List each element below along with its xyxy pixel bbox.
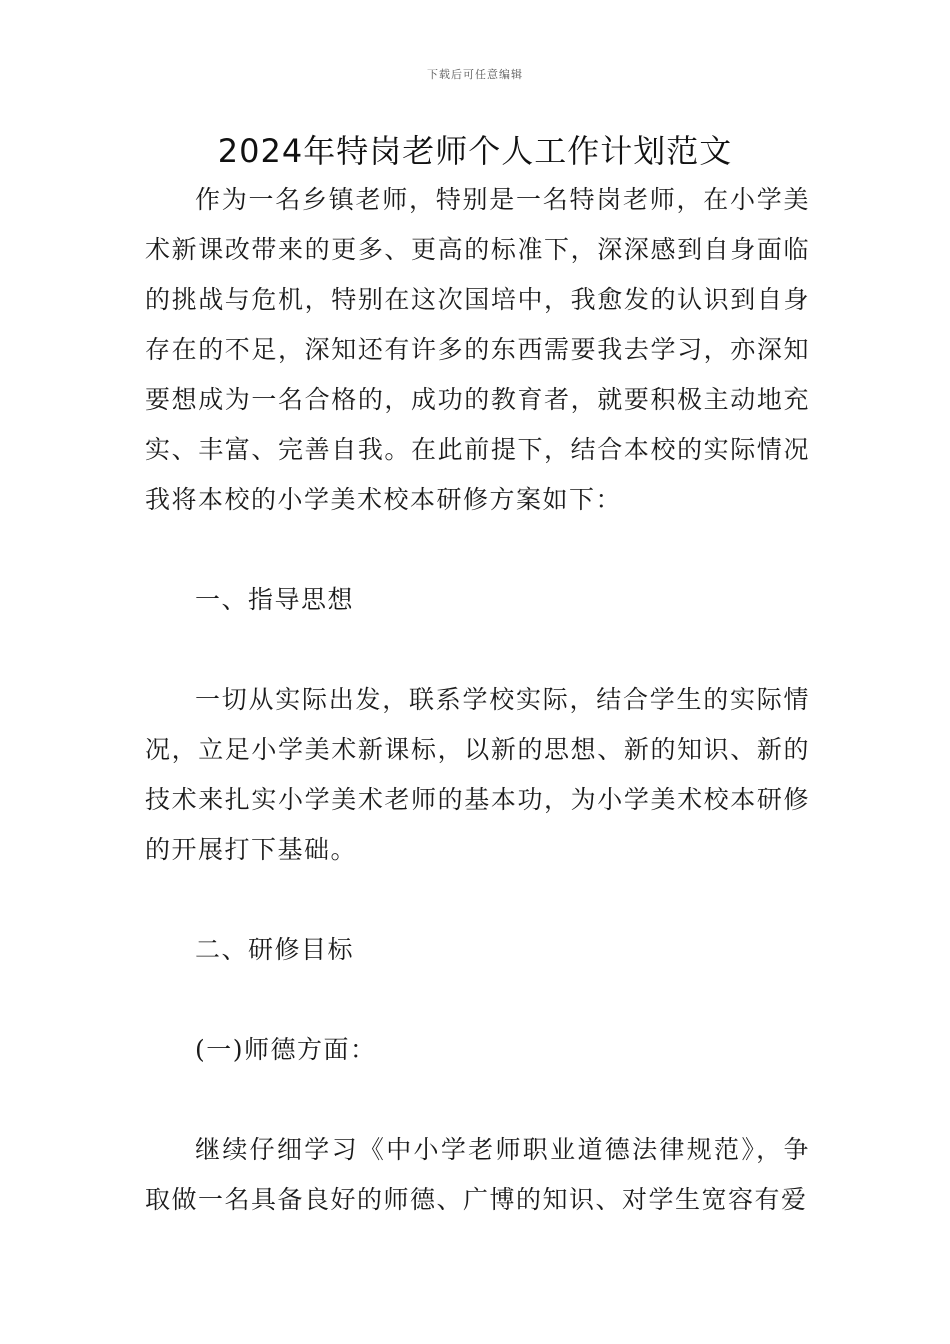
subsection-heading-ethics: (一)师德方面： [195, 1035, 377, 1064]
paragraph-gap [145, 875, 810, 925]
paragraph-gap [145, 525, 810, 575]
paragraph-gap [145, 625, 810, 675]
paragraph-gap [145, 975, 810, 1025]
guiding-thought-paragraph: 一切从实际出发，联系学校实际，结合学生的实际情况，立足小学美术新课标，以新的思想、新的知识、新的技术来扎实小学美术老师的基本功，为小学美术校本研修的开展打下基础。 [145, 685, 810, 864]
paragraph-gap [145, 1075, 810, 1125]
section-heading-training-goals: 二、研修目标 [195, 935, 355, 964]
header-note: 下载后可任意编辑 [427, 68, 523, 81]
ethics-paragraph: 继续仔细学习《中小学老师职业道德法律规范》，争取做一名具备良好的师德、广博的知识、对学生宽容有爱 [145, 1135, 810, 1214]
document-body [145, 175, 810, 1225]
intro-paragraph: 作为一名乡镇老师，特别是一名特岗老师，在小学美术新课改带来的更多、更高的标准下，深深感到自身面临的挑战与危机，特别在这次国培中，我愈发的认识到自身存在的不足，深知还有许多的东西需要我去学习，亦深知要想成为一名合格的，成功的教育者，就要积极主动地充实、丰富、完善自我。在此前提下，结合本校的实际情况我将本校的小学美术校本研修方案如下： [145, 185, 810, 514]
document-title: 2024年特岗老师个人工作计划范文 [217, 132, 733, 170]
section-heading-guiding-thought: 一、指导思想 [195, 585, 355, 614]
